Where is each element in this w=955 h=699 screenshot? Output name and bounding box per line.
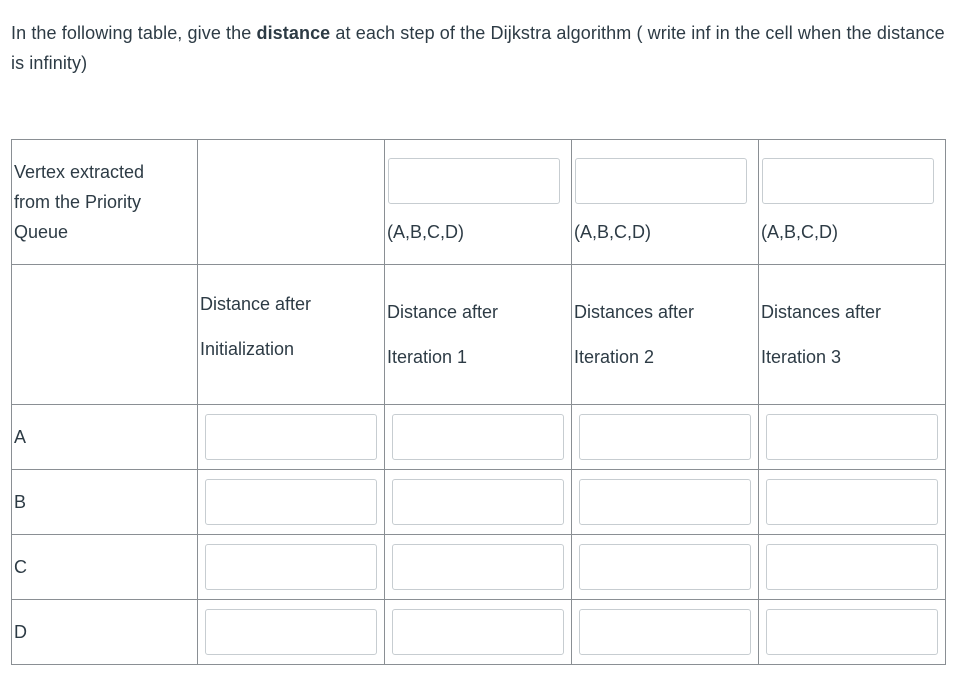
distance-input-b-iter3[interactable] [766,479,938,525]
distance-input-a-iter2[interactable] [579,414,751,460]
distance-input-c-init[interactable] [205,544,377,590]
extracted-empty-cell [198,140,385,265]
column-header-iteration-3: Distances after Iteration 3 [759,265,946,405]
extracted-cell-iter1 [385,140,572,265]
extracted-vertex-label-cell [12,140,198,265]
tuple-label: (A,B,C,D) [387,222,465,242]
distance-input-b-init[interactable] [205,479,377,525]
prompt-text-before: In the following table, give the [11,23,257,43]
prompt-text-after: at each step of the Dijkstra algorithm ( write inf in the cell when the distance is infinity) [11,23,945,73]
column-header-initialization: Distance after Initialization [198,265,385,405]
prompt-bold-term: distance [256,23,331,43]
distance-input-d-init[interactable] [205,609,377,655]
distance-input-c-iter3[interactable] [766,544,938,590]
vertex-label-cell [12,405,198,470]
vertex-label-cell [12,470,198,535]
distance-input-a-init[interactable] [205,414,377,460]
distance-input-d-iter3[interactable] [766,609,938,655]
column-header-iteration-1: Distance after Iteration 1 [385,265,572,405]
distance-input-b-iter1[interactable] [392,479,564,525]
table-row-vertex-a [12,405,946,470]
extracted-cell-iter2 [572,140,759,265]
extracted-vertex-row [12,140,946,265]
extracted-vertex-label: Vertex extracted from the Priority Queue [14,162,145,242]
vertex-label: B [14,492,27,512]
extracted-cell-iter3 [759,140,946,265]
table-row-vertex-d [12,600,946,665]
distance-input-a-iter3[interactable] [766,414,938,460]
column-header-row [12,265,946,405]
distance-input-b-iter2[interactable] [579,479,751,525]
distance-input-a-iter1[interactable] [392,414,564,460]
column-header-iteration-2: Distances after Iteration 2 [572,265,759,405]
vertex-label: C [14,557,27,577]
question-prompt [11,18,951,78]
table-row-vertex-b [12,470,946,535]
extracted-vertex-input-iter2[interactable] [575,158,747,204]
column-header-empty-cell [12,265,198,405]
vertex-label-cell [12,535,198,600]
extracted-vertex-input-iter1[interactable] [388,158,560,204]
tuple-label: (A,B,C,D) [574,222,652,242]
distance-input-c-iter1[interactable] [392,544,564,590]
table-row-vertex-c [12,535,946,600]
extracted-vertex-input-iter3[interactable] [762,158,934,204]
vertex-label: A [14,427,27,447]
tuple-label: (A,B,C,D) [761,222,839,242]
distance-input-d-iter2[interactable] [579,609,751,655]
vertex-label-cell [12,600,198,665]
distance-input-d-iter1[interactable] [392,609,564,655]
dijkstra-table [11,139,946,665]
distance-input-c-iter2[interactable] [579,544,751,590]
vertex-label: D [14,622,27,642]
